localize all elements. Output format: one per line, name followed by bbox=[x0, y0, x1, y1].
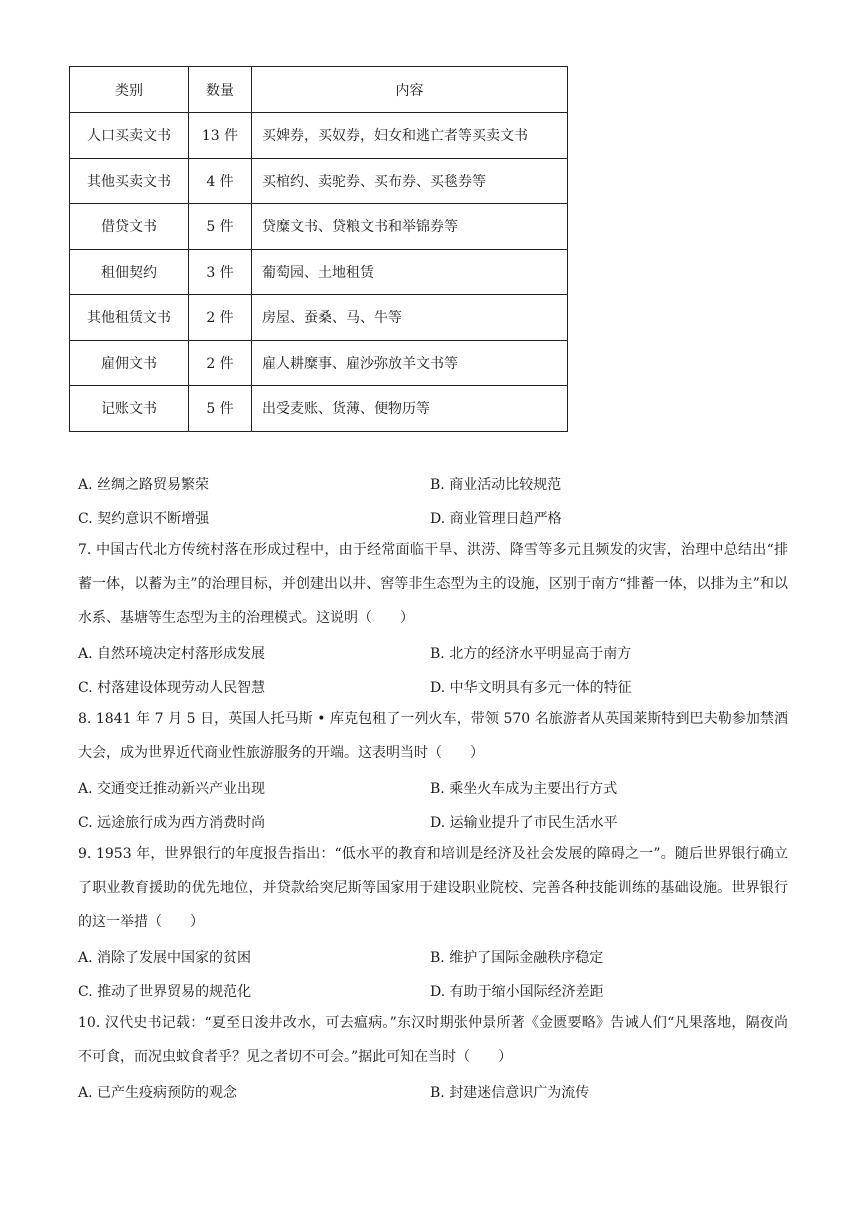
header-category: 类别 bbox=[70, 67, 189, 113]
cell-category: 借贷文书 bbox=[70, 204, 189, 250]
q8-option-a[interactable]: A. 交通变迁推动新兴产业出现 bbox=[78, 781, 266, 797]
cell-quantity: 3 件 bbox=[189, 249, 252, 295]
q9-option-c[interactable]: C. 推动了世界贸易的规范化 bbox=[78, 984, 252, 1000]
header-quantity: 数量 bbox=[189, 67, 252, 113]
q10-option-b[interactable]: B. 封建迷信意识广为流传 bbox=[430, 1085, 590, 1101]
cell-category: 租佃契约 bbox=[70, 249, 189, 295]
q10-stem: 10. 汉代史书记载：“夏至日浚井改水，可去瘟病。”东汉时期张仲景所著《金匮要略》告诫人们“凡果落地，隔夜尚不可食，而况虫蚊食者乎？见之者切不可会。”据此可知在当时（ ） bbox=[78, 1015, 788, 1065]
q8-option-c[interactable]: C. 远途旅行成为西方消费时尚 bbox=[78, 815, 266, 831]
q7-option-a[interactable]: A. 自然环境决定村落形成发展 bbox=[78, 646, 266, 662]
q7-option-d[interactable]: D. 中华文明具有多元一体的特征 bbox=[430, 680, 632, 696]
cell-content: 买婢券，买奴券，妇女和逃亡者等买卖文书 bbox=[252, 113, 568, 159]
cell-category: 其他租赁文书 bbox=[70, 295, 189, 341]
q9-options-row-1 bbox=[78, 947, 788, 971]
cell-content: 葡萄园、土地租赁 bbox=[252, 249, 568, 295]
q8-option-d[interactable]: D. 运输业提升了市民生活水平 bbox=[430, 815, 618, 831]
q6-options-row-2 bbox=[78, 508, 788, 532]
q10-options-row-1 bbox=[78, 1082, 788, 1106]
q8-option-b[interactable]: B. 乘坐火车成为主要出行方式 bbox=[430, 781, 618, 797]
table-row bbox=[70, 340, 568, 386]
q6-option-b[interactable]: B. 商业活动比较规范 bbox=[430, 477, 562, 493]
q6-option-a[interactable]: A. 丝绸之路贸易繁荣 bbox=[78, 477, 210, 493]
cell-category: 其他买卖文书 bbox=[70, 158, 189, 204]
q10-option-a[interactable]: A. 已产生疫病预防的观念 bbox=[78, 1085, 238, 1101]
table-row bbox=[70, 204, 568, 250]
q8-options-row-1 bbox=[78, 778, 788, 802]
cell-quantity: 13 件 bbox=[189, 113, 252, 159]
q7-option-b[interactable]: B. 北方的经济水平明显高于南方 bbox=[430, 646, 632, 662]
cell-quantity: 2 件 bbox=[189, 340, 252, 386]
q7-options-row-2 bbox=[78, 677, 788, 701]
table-row bbox=[70, 158, 568, 204]
cell-content: 买棺约、卖驼券、买布券、买毯券等 bbox=[252, 158, 568, 204]
cell-quantity: 5 件 bbox=[189, 386, 252, 432]
q9-options-row-2 bbox=[78, 981, 788, 1005]
q9-option-a[interactable]: A. 消除了发展中国家的贫困 bbox=[78, 950, 252, 966]
table-header-row bbox=[70, 67, 568, 113]
cell-category: 雇佣文书 bbox=[70, 340, 189, 386]
cell-category: 记账文书 bbox=[70, 386, 189, 432]
q6-option-d[interactable]: D. 商业管理日趋严格 bbox=[430, 511, 562, 527]
header-content: 内容 bbox=[252, 67, 568, 113]
q7-options-row-1 bbox=[78, 643, 788, 667]
q8-options-row-2 bbox=[78, 812, 788, 836]
cell-content: 房屋、蚕桑、马、牛等 bbox=[252, 295, 568, 341]
q9-option-d[interactable]: D. 有助于缩小国际经济差距 bbox=[430, 984, 604, 1000]
table-row bbox=[70, 386, 568, 432]
table-row bbox=[70, 295, 568, 341]
cell-content: 贷糜文书、贷粮文书和举锦券等 bbox=[252, 204, 568, 250]
cell-quantity: 5 件 bbox=[189, 204, 252, 250]
q6-option-c[interactable]: C. 契约意识不断增强 bbox=[78, 511, 210, 527]
cell-quantity: 2 件 bbox=[189, 295, 252, 341]
cell-content: 雇人耕糜事、雇沙弥放羊文书等 bbox=[252, 340, 568, 386]
q7-option-c[interactable]: C. 村落建设体现劳动人民智慧 bbox=[78, 680, 266, 696]
cell-quantity: 4 件 bbox=[189, 158, 252, 204]
table-row bbox=[70, 249, 568, 295]
q9-stem: 9. 1953 年，世界银行的年度报告指出：“低水平的教育和培训是经济及社会发展的障碍之一”。随后世界银行确立了职业教育援助的优先地位，并贷款给突尼斯等国家用于建设职业院校、完善各种技能训练的基础设施。世界银行的这一举措（ ） bbox=[78, 846, 788, 930]
q7-stem: 7. 中国古代北方传统村落在形成过程中，由于经常面临干旱、洪涝、降雪等多元且频发的灾害，治理中总结出“排蓄一体，以蓄为主”的治理目标，并创建出以井、窖等非生态型为主的设施，区别于南方“排蓄一体，以排为主”和以水系、基塘等生态型为主的治理模式。这说明（ ） bbox=[78, 542, 788, 626]
q9-option-b[interactable]: B. 维护了国际金融秩序稳定 bbox=[430, 950, 604, 966]
contract-documents-table bbox=[69, 66, 568, 432]
q6-options-row-1 bbox=[78, 474, 788, 498]
q8-stem: 8. 1841 年 7 月 5 日，英国人托马斯 • 库克包租了一列火车，带领 570 名旅游者从英国莱斯特到巴夫勒参加禁酒大会，成为世界近代商业性旅游服务的开端。这表明当时（ ） bbox=[78, 711, 788, 761]
table-row bbox=[70, 113, 568, 159]
cell-category: 人口买卖文书 bbox=[70, 113, 189, 159]
cell-content: 出受麦账、货薄、便物历等 bbox=[252, 386, 568, 432]
